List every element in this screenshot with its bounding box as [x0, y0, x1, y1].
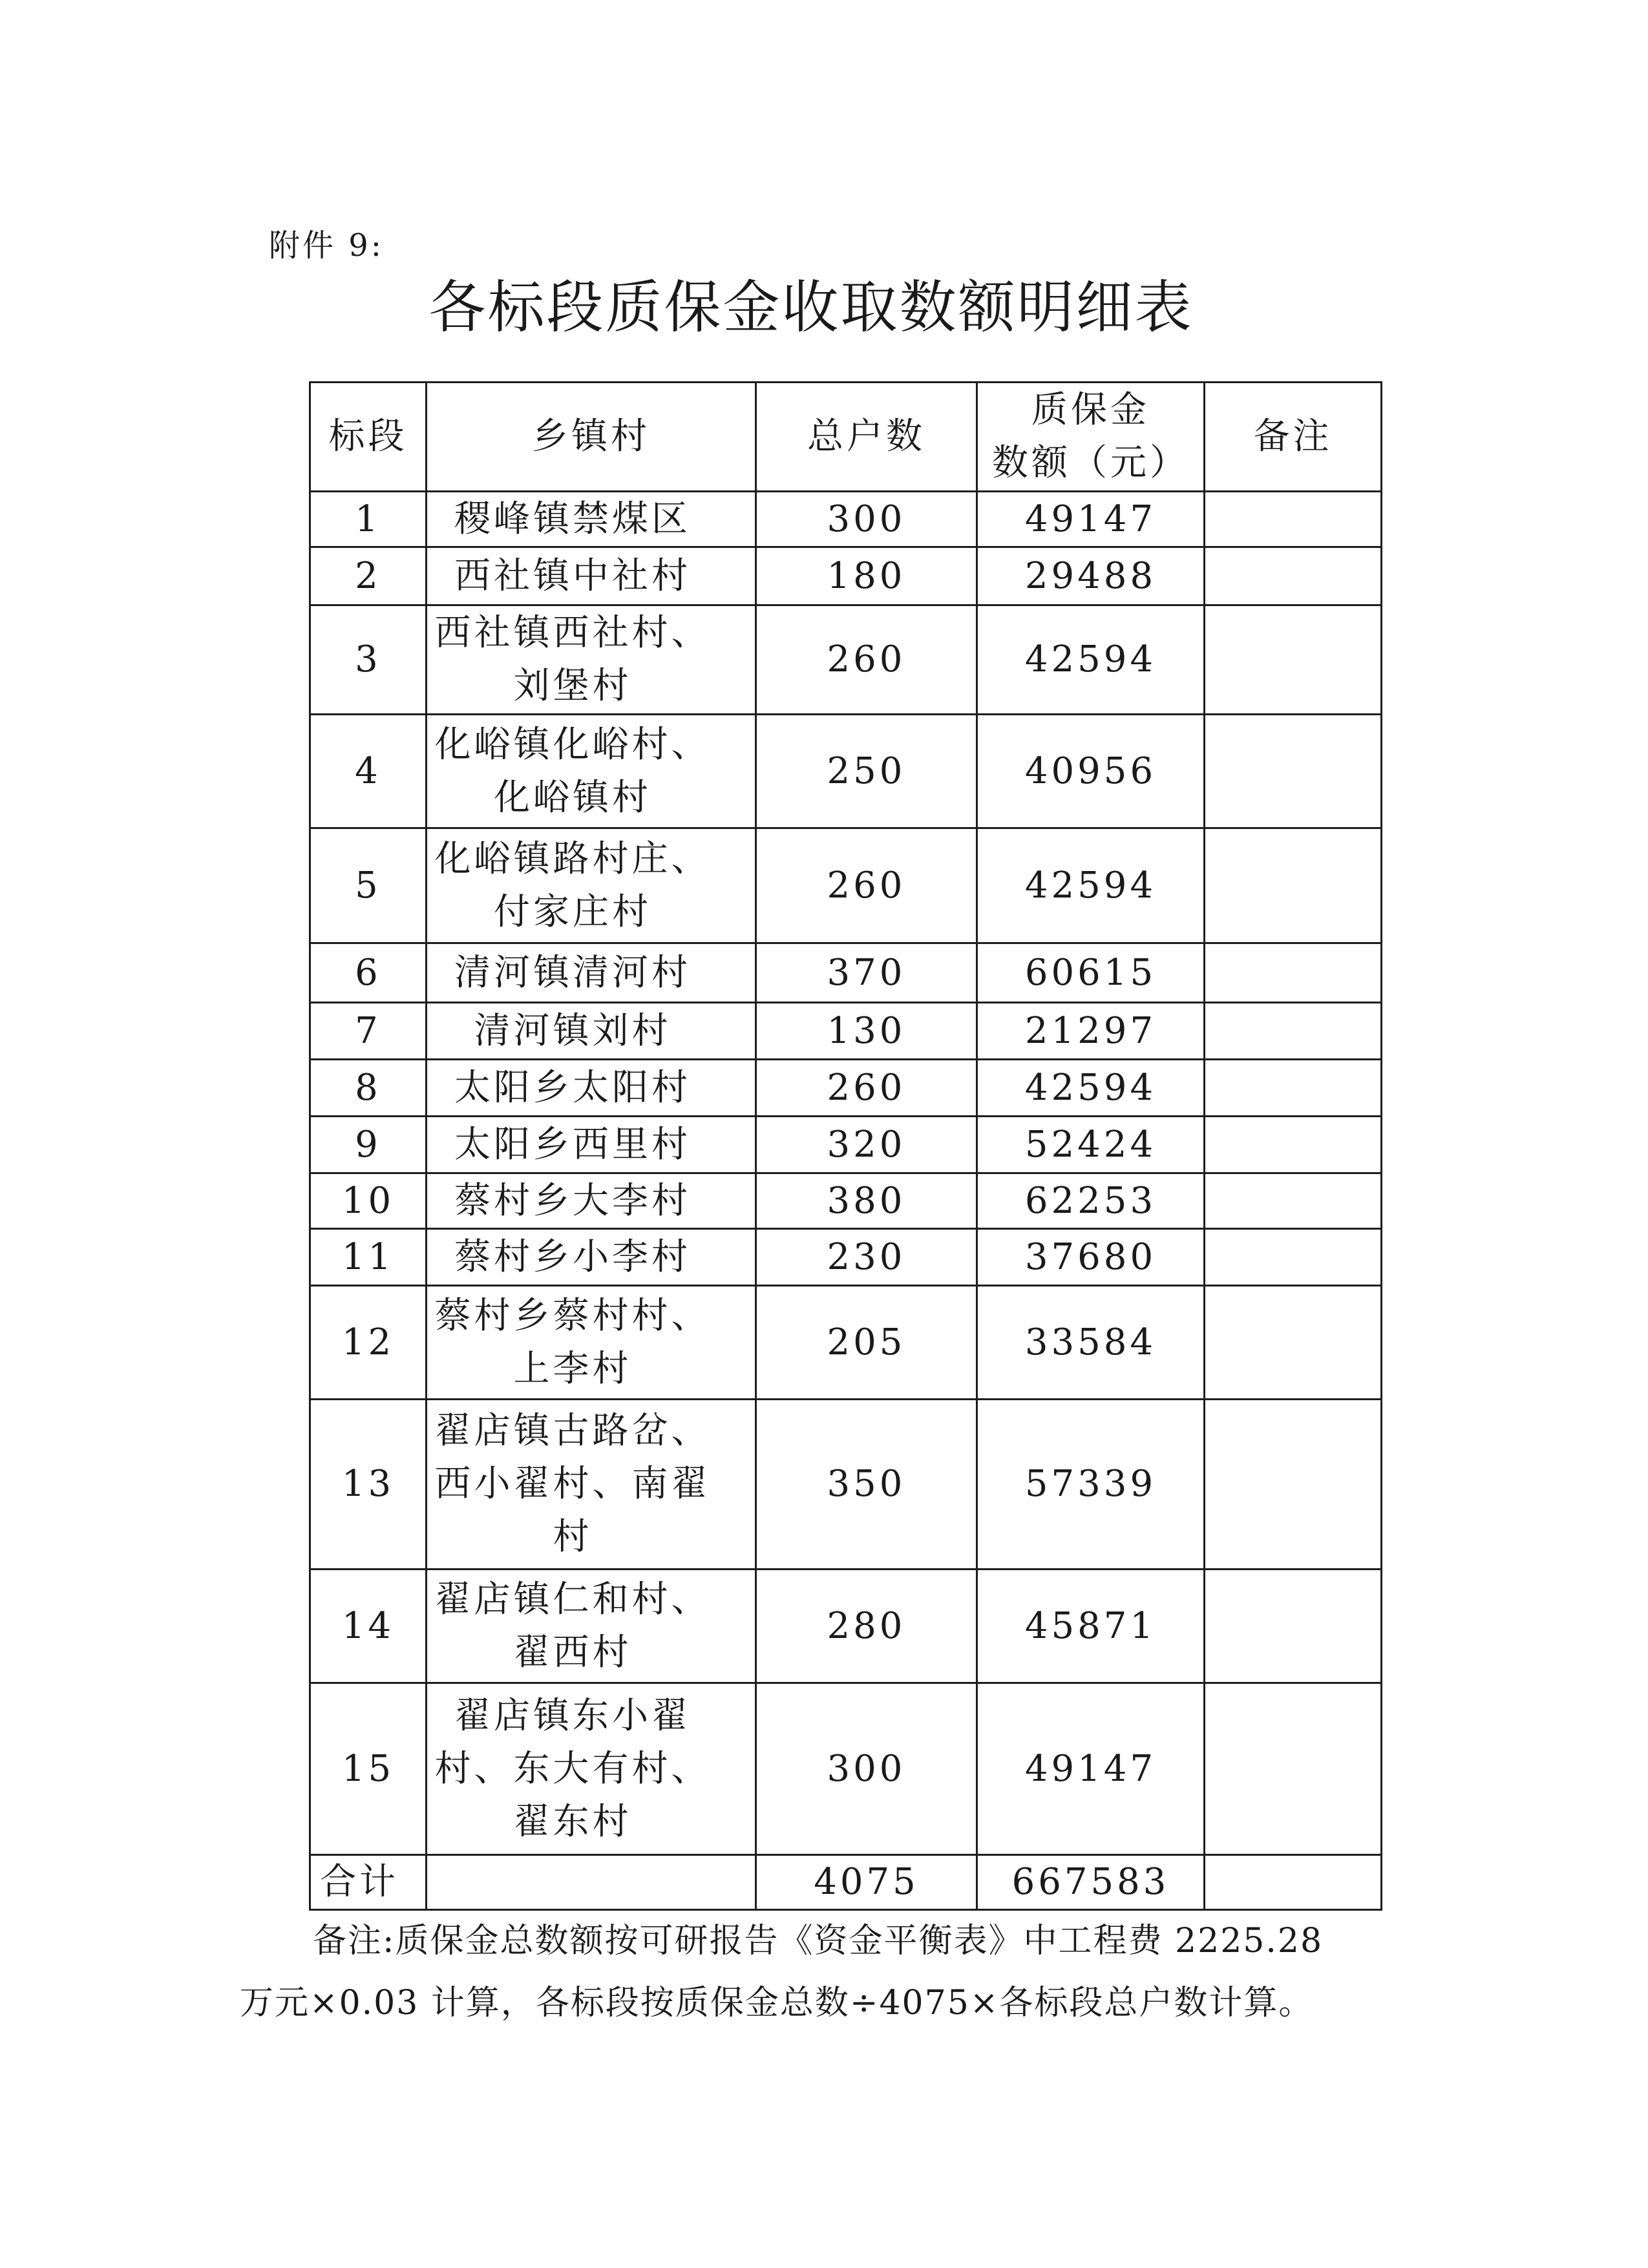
cell-households: 350 — [756, 1400, 977, 1570]
village-text: 太阳乡太阳村 — [454, 1066, 691, 1109]
table-row — [310, 1060, 1382, 1117]
table-total-row — [310, 1855, 1382, 1910]
cell-remarks — [1205, 547, 1382, 605]
note-line-1: 备注:质保金总数额按可研报告《资金平衡表》中工程费 2225.28 — [313, 1922, 1324, 1960]
cell-village — [427, 715, 756, 828]
village-text: 清河镇刘村 — [474, 1009, 671, 1052]
page-title: 各标段质保金收取数额明细表 — [428, 274, 1194, 341]
table-header-row — [310, 383, 1382, 492]
village-text: 蔡村乡小李村 — [454, 1235, 691, 1278]
cell-section: 15 — [310, 1683, 427, 1855]
village-text: 西社镇西社村、刘堡村 — [434, 612, 711, 707]
cell-amount: 42594 — [977, 828, 1205, 943]
cell-remarks — [1205, 1229, 1382, 1286]
table-row — [310, 1286, 1382, 1400]
cell-amount: 49147 — [977, 492, 1205, 547]
cell-households: 230 — [756, 1229, 977, 1286]
table-row — [310, 1229, 1382, 1286]
deposit-detail-table — [309, 381, 1382, 1911]
table-row — [310, 1003, 1382, 1060]
header-section: 标段 — [310, 383, 427, 492]
table-row — [310, 828, 1382, 943]
header-amount-line1: 质保金 — [1031, 389, 1150, 431]
cell-section: 2 — [310, 547, 427, 605]
cell-village — [427, 1173, 756, 1229]
cell-village — [427, 1117, 756, 1173]
cell-amount: 37680 — [977, 1229, 1205, 1286]
cell-section: 12 — [310, 1286, 427, 1400]
cell-amount: 40956 — [977, 715, 1205, 828]
table-row — [310, 492, 1382, 547]
cell-households: 300 — [756, 1683, 977, 1855]
cell-amount: 21297 — [977, 1003, 1205, 1060]
cell-remarks — [1205, 715, 1382, 828]
village-text: 翟店镇仁和村、翟西村 — [434, 1578, 711, 1674]
cell-remarks — [1205, 1400, 1382, 1570]
cell-remarks — [1205, 943, 1382, 1003]
cell-section: 11 — [310, 1229, 427, 1286]
cell-households: 205 — [756, 1286, 977, 1400]
total-remarks — [1205, 1855, 1382, 1910]
village-text: 化峪镇化峪村、化峪镇村 — [434, 723, 711, 819]
table-row — [310, 943, 1382, 1003]
cell-village — [427, 492, 756, 547]
village-text: 翟店镇东小翟村、东大有村、翟东村 — [434, 1694, 711, 1843]
village-text: 翟店镇古路岔、西小翟村、南翟村 — [434, 1410, 711, 1558]
cell-village — [427, 1003, 756, 1060]
village-text: 稷峰镇禁煤区 — [454, 498, 691, 540]
cell-remarks — [1205, 1286, 1382, 1400]
cell-village — [427, 547, 756, 605]
total-label: 合计 — [310, 1855, 427, 1910]
table-row — [310, 1683, 1382, 1855]
header-amount-line2: 数额（元） — [992, 442, 1189, 484]
cell-section: 9 — [310, 1117, 427, 1173]
cell-remarks — [1205, 1173, 1382, 1229]
village-text: 化峪镇路村庄、付家庄村 — [434, 837, 711, 933]
cell-amount: 60615 — [977, 943, 1205, 1003]
cell-amount: 52424 — [977, 1117, 1205, 1173]
cell-remarks — [1205, 605, 1382, 715]
table-row — [310, 1400, 1382, 1570]
village-text: 蔡村乡蔡村村、上李村 — [434, 1294, 711, 1390]
cell-amount: 45871 — [977, 1570, 1205, 1683]
cell-section: 7 — [310, 1003, 427, 1060]
cell-households: 380 — [756, 1173, 977, 1229]
attachment-label: 附件 9: — [269, 227, 384, 264]
table-row — [310, 1570, 1382, 1683]
cell-remarks — [1205, 828, 1382, 943]
cell-households: 320 — [756, 1117, 977, 1173]
cell-village — [427, 1400, 756, 1570]
note-line-2: 万元×0.03 计算，各标段按质保金总数÷4075×各标段总户数计算。 — [240, 1984, 1314, 2022]
village-text: 太阳乡西里村 — [454, 1123, 691, 1166]
header-amount — [977, 383, 1205, 492]
cell-section: 10 — [310, 1173, 427, 1229]
cell-remarks — [1205, 1683, 1382, 1855]
cell-village — [427, 1683, 756, 1855]
cell-amount: 33584 — [977, 1286, 1205, 1400]
cell-remarks — [1205, 492, 1382, 547]
cell-households: 260 — [756, 1060, 977, 1117]
cell-households: 130 — [756, 1003, 977, 1060]
cell-households: 370 — [756, 943, 977, 1003]
cell-households: 260 — [756, 828, 977, 943]
cell-village — [427, 605, 756, 715]
cell-amount: 29488 — [977, 547, 1205, 605]
village-text: 清河镇清河村 — [454, 951, 691, 994]
header-households: 总户数 — [756, 383, 977, 492]
cell-section: 14 — [310, 1570, 427, 1683]
cell-remarks — [1205, 1060, 1382, 1117]
header-remarks: 备注 — [1205, 383, 1382, 492]
cell-village — [427, 1570, 756, 1683]
cell-section: 8 — [310, 1060, 427, 1117]
table-row — [310, 547, 1382, 605]
cell-amount: 42594 — [977, 1060, 1205, 1117]
cell-households: 180 — [756, 547, 977, 605]
cell-remarks — [1205, 1117, 1382, 1173]
cell-households: 300 — [756, 492, 977, 547]
cell-section: 1 — [310, 492, 427, 547]
cell-amount: 62253 — [977, 1173, 1205, 1229]
cell-village — [427, 828, 756, 943]
cell-village — [427, 1229, 756, 1286]
cell-remarks — [1205, 1570, 1382, 1683]
total-amount: 667583 — [977, 1855, 1205, 1910]
cell-households: 280 — [756, 1570, 977, 1683]
table-row — [310, 605, 1382, 715]
cell-section: 13 — [310, 1400, 427, 1570]
cell-village — [427, 1286, 756, 1400]
village-text: 西社镇中社村 — [454, 554, 691, 597]
cell-amount: 49147 — [977, 1683, 1205, 1855]
cell-village — [427, 943, 756, 1003]
total-households: 4075 — [756, 1855, 977, 1910]
table-row — [310, 1117, 1382, 1173]
cell-section: 5 — [310, 828, 427, 943]
table-row — [310, 715, 1382, 828]
cell-remarks — [1205, 1003, 1382, 1060]
cell-section: 4 — [310, 715, 427, 828]
cell-village — [427, 1060, 756, 1117]
cell-households: 260 — [756, 605, 977, 715]
header-village: 乡镇村 — [427, 383, 756, 492]
table-row — [310, 1173, 1382, 1229]
total-village — [427, 1855, 756, 1910]
cell-amount: 57339 — [977, 1400, 1205, 1570]
village-text: 蔡村乡大李村 — [454, 1179, 691, 1222]
cell-section: 3 — [310, 605, 427, 715]
cell-section: 6 — [310, 943, 427, 1003]
cell-households: 250 — [756, 715, 977, 828]
cell-amount: 42594 — [977, 605, 1205, 715]
